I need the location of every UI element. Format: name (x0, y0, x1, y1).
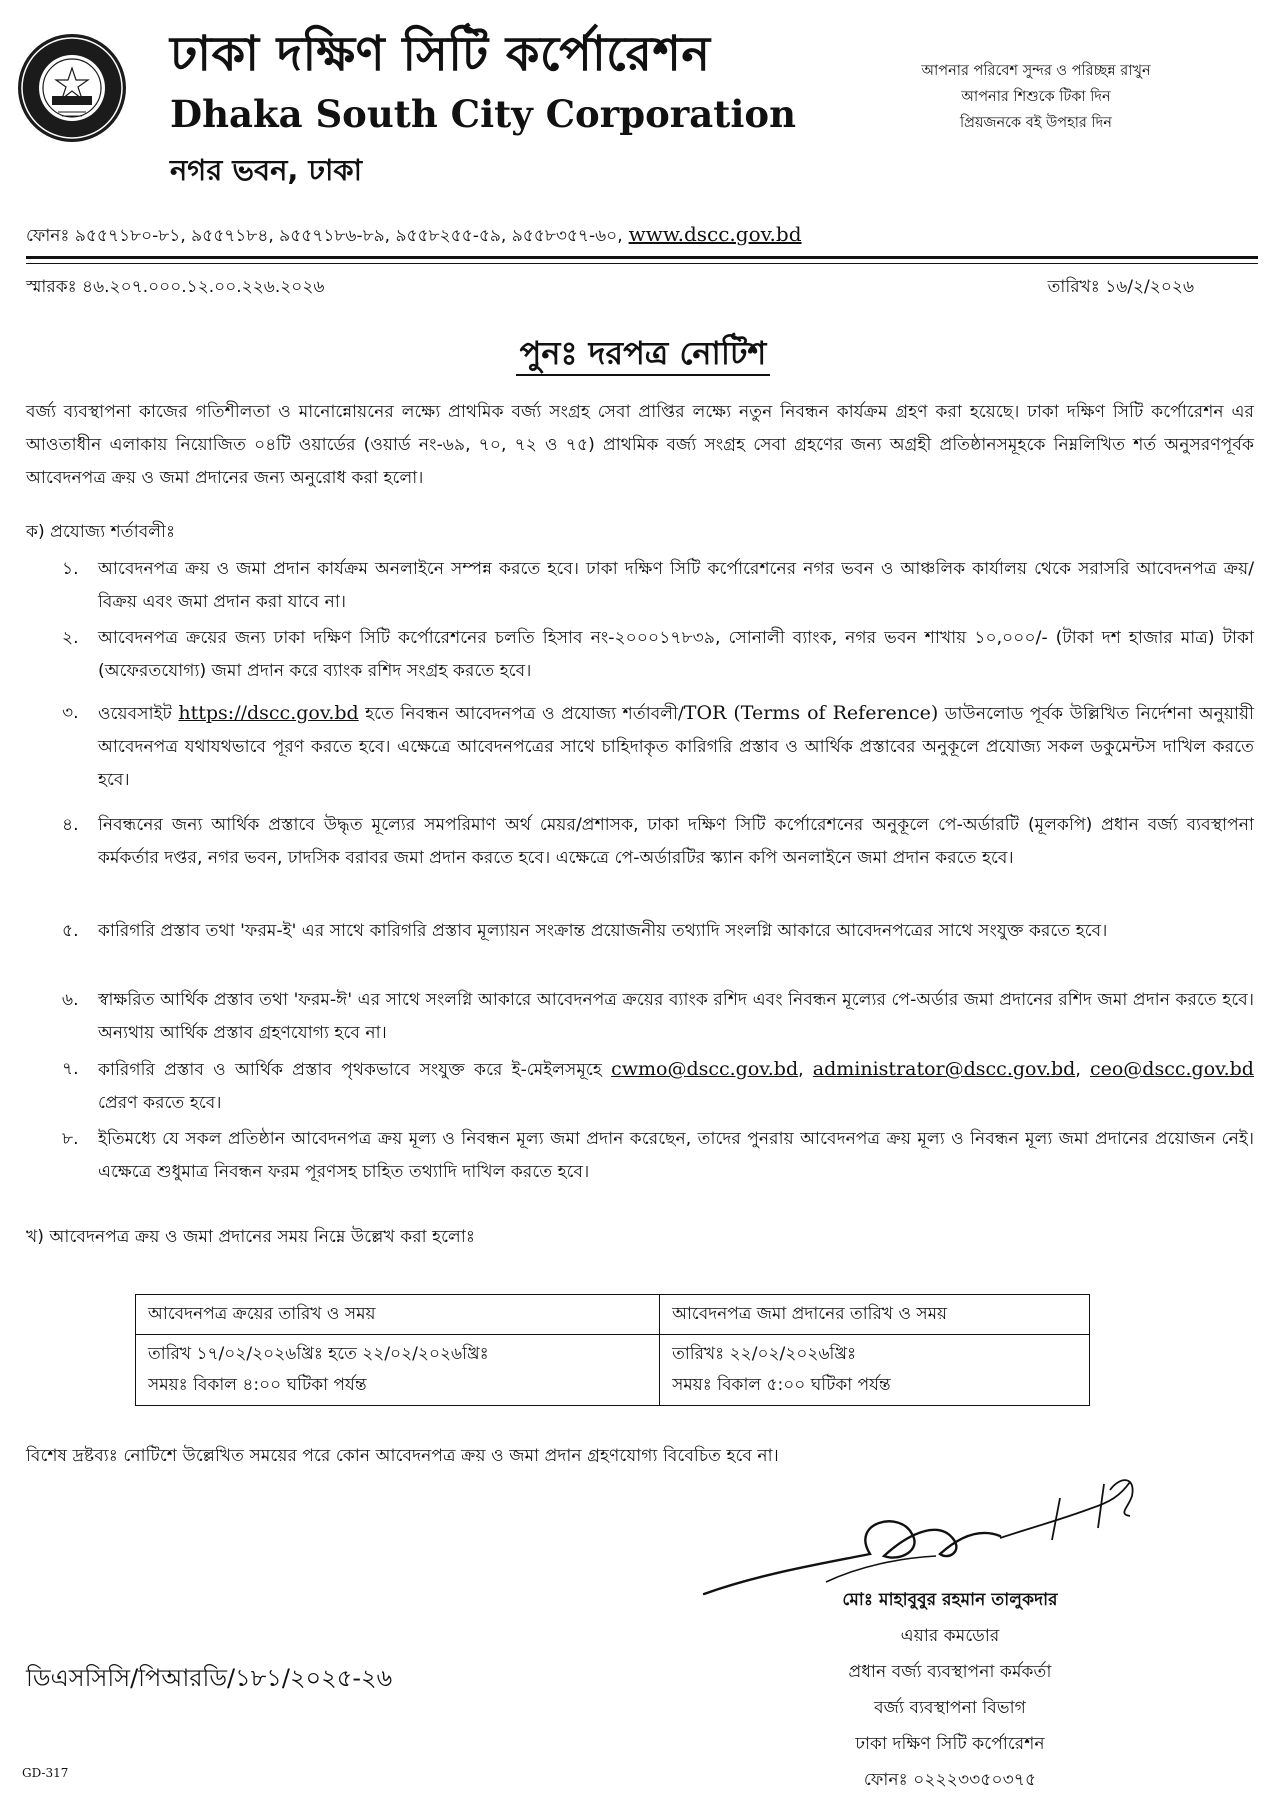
table-cell (136, 1335, 660, 1406)
table-header-cell: আবেদনপত্র জমা প্রদানের তারিখ ও সময় (660, 1295, 1090, 1335)
condition-number: ৭. (62, 1059, 79, 1079)
condition-text-part: কারিগরি প্রস্তাব ও আর্থিক প্রস্তাব পৃথকভাবে সংযুক্ত করে ই-মেইলসমূহে (98, 1060, 602, 1080)
memo-number: স্মারকঃ ৪৬.২০৭.০০০.১২.০০.২২৬.২০২৬ (26, 277, 325, 297)
condition-number: ৫. (62, 921, 79, 941)
condition-text-part: প্রেরণ করতে হবে। (98, 1093, 222, 1113)
intro-paragraph: বর্জ্য ব্যবস্থাপনা কাজের গতিশীলতা ও মানোন্নোয়নের লক্ষ্যে প্রাথমিক বর্জ্য সংগ্রহ সেবা প্রাপ্তির লক্ষ্যে নতুন নিবন্ধন কার্যক্রম গ্রহণ করা হয়েছে। ঢাকা দক্ষিণ সিটি কর্পোরেশন এর আওতাধীন এলাকায় নিয়োজিত ০৪টি ওয়ার্ডের (ওয়ার্ড নং-৬৯, ৭০, ৭২ ও ৭৫) প্রাথমিক বর্জ্য সংগ্রহ সেবা গ্রহণের জন্য অগ্রহী প্রতিষ্ঠানসমূহকে নিম্নলিখিত শর্ত অনুসরণপূর্বক আবেদনপত্র ক্রয় ও জমা প্রদানের জন্য অনুরোধ করা হলো। (26, 402, 1254, 488)
organization-location: নগর ভবন, ঢাকা (170, 153, 363, 187)
condition-item (26, 809, 1254, 875)
condition-text: কারিগরি প্রস্তাব ও আর্থিক প্রস্তাব পৃথকভাবে সংযুক্ত করে ই-মেইলসমূহে cwmo@dscc.gov.bd, administrator@dscc.gov.bd, ceo@dscc.gov.bd প্রেরণ করতে হবে। (98, 1058, 1254, 1113)
email-link[interactable]: ceo@dscc.gov.bd (1089, 1058, 1254, 1080)
page-title (0, 328, 1286, 382)
table-row (136, 1295, 1090, 1335)
condition-number: ৬. (62, 990, 79, 1010)
condition-text: আবেদনপত্র ক্রয়ের জন্য ঢাকা দক্ষিণ সিটি কর্পোরেশনের চলতি হিসাব নং-২০০০১৭৮৩৯, সোনালী ব্যাংক, নগর ভবন শাখায় ১০,০০০/- (টাকা দশ হাজার মাত্র) টাকা (অফেরতযোগ্য) জমা প্রদান করে ব্যাংক রশিদ সংগ্রহ করতে হবে। (98, 628, 1254, 681)
condition-text: নিবন্ধনের জন্য আর্থিক প্রস্তাবে উদ্ধৃত মূল্যের সমপরিমাণ অর্থ মেয়র/প্রশাসক, ঢাকা দক্ষিণ সিটি কর্পোরেশনের অনুকূলে পে-অর্ডারটি (মূলকপি) প্রধান বর্জ্য ব্যবস্থাপনা কর্মকর্তার দপ্তর, নগর ভবন, ঢাদসিক বরাবর জমা প্রদান করতে হবে। এক্ষেত্রে পে-অর্ডারটির স্ক্যান কপি অনলাইনে জমা প্রদান করতে হবে। (98, 815, 1254, 868)
condition-number: ৮. (62, 1129, 79, 1149)
condition-text: স্বাক্ষরিত আর্থিক প্রস্তাব তথা 'ফরম-ঈ' এর সাথে সংলগ্নি আকারে আবেদনপত্র ক্রয়ের ব্যাংক রশিদ এবং নিবন্ধন মূল্যের পে-অর্ডার জমা প্রদানের রশিদ জমা প্রদান করতে হবে। অন্যথায় আর্থিক প্রস্তাব গ্রহণযোগ্য হবে না। (98, 990, 1254, 1043)
condition-item (26, 553, 1254, 619)
condition-item (26, 1053, 1254, 1120)
signatory-designation: প্রধান বর্জ্য ব্যবস্থাপনা কর্মকর্তা (848, 1662, 1052, 1682)
condition-text-part: ডাউনলোড পূর্বক উল্লিখিত নির্দেশনা অনুয়ায়ী আবেদনপত্র যথাযথভাবে পূরণ করতে হবে। এক্ষেত্রে আবেদনপত্রের সাথে চাহিদাকৃত কারিগরি প্রস্তাব ও আর্থিক প্রস্তাবের অনুকূলে প্রযোজ্য সকল ডকুমেন্টস দাখিল করতে হবে। (98, 704, 1254, 790)
condition-item (26, 915, 1254, 948)
purchase-date: তারিখ ১৭/০২/২০২৬খ্রিঃ হতে ২২/০২/২০২৬খ্রিঃ (148, 1344, 489, 1364)
slogan-line: আপনার পরিবেশ সুন্দর ও পরিচ্ছন্ন রাখুন (921, 63, 1151, 79)
organization-name-english: Dhaka South City Corporation (170, 92, 796, 136)
special-note: বিশেষ দ্রষ্টব্যঃ নোটিশে উল্লেখিত সময়ের পরে কোন আবেদনপত্র ক্রয় ও জমা প্রদান গ্রহণযোগ্য বিবেচিত হবে না। (26, 1446, 779, 1466)
condition-item (26, 984, 1254, 1050)
signatory-phone: ফোনঃ ০২২২৩৩৫০৩৭৫ (863, 1770, 1037, 1790)
signatory-organization: ঢাকা দক্ষিণ সিটি কর্পোরেশন (855, 1734, 1045, 1754)
slogans (826, 58, 1246, 136)
slogan-line: প্রিয়জনকে বই উপহার দিন (960, 115, 1112, 131)
email-link[interactable]: cwmo@dscc.gov.bd (611, 1058, 799, 1080)
slogan-line: আপনার শিশুকে টিকা দিন (961, 89, 1111, 105)
signatory-rank: এয়ার কমডোর (900, 1626, 1000, 1646)
website-link[interactable]: www.dscc.gov.bd (628, 222, 802, 246)
condition-text: ইতিমধ্যে যে সকল প্রতিষ্ঠান আবেদনপত্র ক্রয় মূল্য ও নিবন্ধন মূল্য জমা প্রদান করেছেন, তাদের পুনরায় আবেদনপত্র ক্রয় মূল্য ও নিবন্ধন মূল্য জমা প্রদানের প্রয়োজন নেই। এক্ষেত্রে শুধুমাত্র নিবন্ধন ফরম পূরণসহ চাহিত তথ্যাদি দাখিল করতে হবে। (98, 1129, 1254, 1182)
table-row (136, 1335, 1090, 1406)
phone-numbers: ফোনঃ ৯৫৫৭১৮০-৮১, ৯৫৫৭১৮৪, ৯৫৫৭১৮৬-৮৯, ৯৫৫৮২৫৫-৫৯, ৯৫৫৮৩৫৭-৬০, (26, 226, 623, 246)
pr-reference: ডিএসসিসি/পিআরডি/১৮১/২০২৫-২৬ (26, 1664, 393, 1692)
submission-date: তারিখঃ ২২/০২/২০২৬খ্রিঃ (672, 1344, 857, 1364)
condition-text-part: ওয়েবসাইট (98, 704, 172, 724)
condition-text: কারিগরি প্রস্তাব তথা 'ফরম-ই' এর সাথে কারিগরি প্রস্তাব মূল্যায়ন সংক্রান্ত প্রয়োজনীয় তথ্যাদি সংলগ্নি আকারে আবেদনপত্রের সাথে সংযুক্ত করতে হবে। (98, 921, 1108, 941)
schedule-table (135, 1294, 1090, 1406)
purchase-time: সময়ঃ বিকাল ৪:০০ ঘটিকা পর্যন্ত (148, 1375, 367, 1395)
header-divider (26, 256, 1258, 259)
website-link[interactable]: https://dscc.gov.bd (178, 702, 359, 724)
section-b-heading: খ) আবেদনপত্র ক্রয় ও জমা প্রদানের সময় নিম্নে উল্লেখ করা হলোঃ (26, 1227, 476, 1247)
section-a-heading: ক) প্রযোজ্য শর্তাবলীঃ (26, 522, 176, 542)
condition-text (98, 697, 1254, 797)
contact-line (26, 222, 802, 251)
table-cell (660, 1335, 1090, 1406)
condition-item (26, 622, 1254, 688)
submission-time: সময়ঃ বিকাল ৫:০০ ঘটিকা পর্যন্ত (672, 1375, 891, 1395)
condition-number: ১. (62, 559, 79, 579)
condition-item (26, 1123, 1254, 1189)
condition-number: ৪. (62, 815, 79, 835)
tor-text: TOR (Terms of Reference) (683, 702, 939, 724)
signatory-department: বর্জ্য ব্যবস্থাপনা বিভাগ (874, 1698, 1026, 1718)
notice-date: তারিখঃ ১৬/২/২০২৬ (1047, 277, 1194, 297)
header-divider-thin (26, 263, 1258, 264)
table-header-cell: আবেদনপত্র ক্রয়ের তারিখ ও সময় (136, 1295, 660, 1335)
condition-item (26, 697, 1254, 797)
dscc-seal-icon (16, 32, 128, 144)
condition-text-part: হতে নিবন্ধন আবেদনপত্র ও প্রযোজ্য শর্তাবলী/ (365, 704, 684, 724)
organization-name-bangla: ঢাকা দক্ষিণ সিটি কর্পোরেশন (170, 26, 711, 82)
gd-reference: GD-317 (22, 1766, 69, 1780)
condition-number: ৩. (62, 703, 79, 723)
signatory-name: মোঃ মাহাবুবুর রহমান তালুকদার (842, 1590, 1058, 1610)
condition-number: ২. (62, 628, 79, 648)
signatory-block (690, 1582, 1210, 1798)
email-link[interactable]: administrator@dscc.gov.bd (812, 1058, 1076, 1080)
handwritten-signature (700, 1462, 1160, 1602)
page-title-text: পুনঃ দরপত্র নোটিশ (516, 334, 771, 376)
condition-text: আবেদনপত্র ক্রয় ও জমা প্রদান কার্যক্রম অনলাইনে সম্পন্ন করতে হবে। ঢাকা দক্ষিণ সিটি কর্পোরেশনের নগর ভবন ও আঞ্চলিক কার্যালয় থেকে সরাসরি আবেদনপত্র ক্রয়/বিক্রয় এবং জমা প্রদান করা যাবে না। (98, 559, 1254, 612)
